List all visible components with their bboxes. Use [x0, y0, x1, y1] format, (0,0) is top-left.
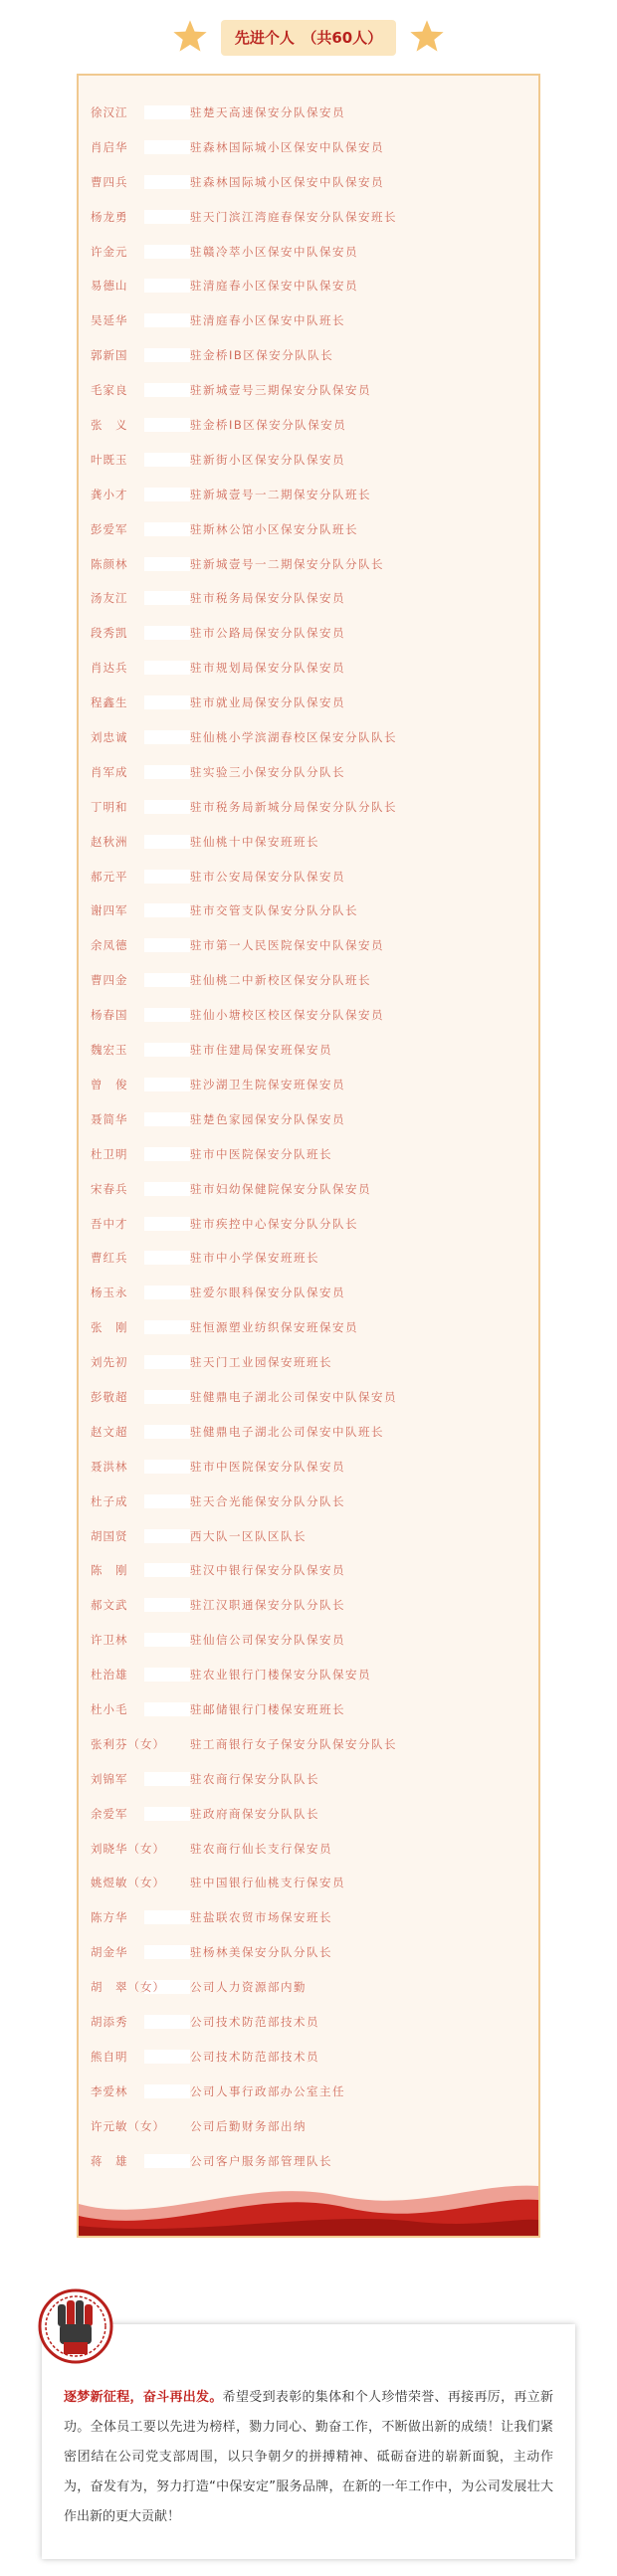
honoree-row — [79, 1137, 538, 1172]
honoree-unit: 驻健鼎电子湖北公司保安中队保安员 — [190, 1389, 397, 1404]
name-gap-highlight — [144, 1494, 190, 1508]
honoree-unit: 驻市就业局保安分队保安员 — [190, 695, 345, 710]
honoree-name: 肖军成 — [91, 764, 128, 779]
honoree-row — [79, 1900, 538, 1935]
honoree-row — [79, 1485, 538, 1519]
honoree-name: 陈颜林 — [91, 556, 128, 571]
honoree-unit: 驻市第一人民医院保安中队保安员 — [190, 938, 384, 953]
name-gap-highlight — [144, 835, 190, 849]
name-gap-highlight — [144, 1078, 190, 1091]
honoree-unit: 驻金桥IB区保安分队队长 — [190, 348, 334, 363]
name-gap-highlight — [144, 661, 190, 675]
name-gap-highlight — [144, 765, 190, 779]
honoree-row — [79, 1207, 538, 1242]
honoree-row — [79, 1797, 538, 1832]
honoree-name: 肖达兵 — [91, 661, 128, 676]
honoree-unit: 驻森林国际城小区保安中队保安员 — [190, 139, 384, 154]
honoree-name: 丁明和 — [91, 799, 128, 814]
section-title: 先进个人 （共60人） — [221, 20, 396, 56]
honoree-unit: 驻市住建局保安班保安员 — [190, 1043, 332, 1058]
honoree-name: 刘晓华（女） — [91, 1841, 165, 1856]
honoree-name: 胡金华 — [91, 1945, 128, 1960]
honoree-name: 程鑫生 — [91, 695, 128, 710]
honoree-unit: 驻恒源塑业纺织保安班保安员 — [190, 1320, 358, 1335]
honoree-row — [79, 478, 538, 512]
name-gap-highlight — [144, 1633, 190, 1647]
name-gap-highlight — [144, 1460, 190, 1474]
honoree-row — [79, 1553, 538, 1588]
name-gap-highlight — [144, 1945, 190, 1959]
name-gap-highlight — [144, 279, 190, 293]
honoree-name: 刘先初 — [91, 1355, 128, 1370]
name-gap-highlight — [144, 1529, 190, 1543]
honoree-row — [79, 1345, 538, 1380]
name-gap-highlight — [144, 1390, 190, 1404]
honoree-name: 叶既玉 — [91, 452, 128, 467]
honoree-name: 毛家良 — [91, 383, 128, 398]
honoree-unit: 驻金桥IB区保安分队保安员 — [190, 418, 347, 433]
honoree-unit: 驻斯林公馆小区保安分队班长 — [190, 521, 358, 536]
honoree-name: 杜子成 — [91, 1493, 128, 1508]
honoree-row — [79, 581, 538, 616]
honoree-unit: 公司技术防范部技术员 — [190, 2049, 319, 2064]
honoree-name: 曹四兵 — [91, 174, 128, 189]
honoree-unit: 驻新城壹号三期保安分队保安员 — [190, 383, 371, 398]
name-gap-highlight — [144, 453, 190, 467]
name-gap-highlight — [144, 1355, 190, 1369]
honoree-unit: 公司人事行政部办公室主任 — [190, 2083, 345, 2098]
honoree-unit: 驻实验三小保安分队分队长 — [190, 764, 345, 779]
name-gap-highlight — [144, 903, 190, 917]
honoree-name: 曾 俊 — [91, 1077, 128, 1091]
honoree-row — [79, 1310, 538, 1345]
honoree-row — [79, 338, 538, 373]
honoree-row — [79, 408, 538, 443]
honoree-row — [79, 616, 538, 651]
honoree-row — [79, 893, 538, 928]
honoree-row — [79, 1692, 538, 1727]
name-gap-highlight — [144, 591, 190, 605]
honoree-unit: 驻市妇幼保健院保安分队保安员 — [190, 1181, 371, 1196]
honoree-unit: 驻新城壹号一二期保安分队班长 — [190, 487, 371, 501]
honoree-row — [79, 1935, 538, 1970]
honoree-row — [79, 1380, 538, 1415]
name-gap-highlight — [144, 105, 190, 119]
honoree-row — [79, 1762, 538, 1797]
honoree-name: 徐汉江 — [91, 105, 128, 119]
honoree-name: 杨春国 — [91, 1008, 128, 1023]
honoree-unit: 驻农商行仙长支行保安员 — [190, 1841, 332, 1856]
honoree-name: 段秀凯 — [91, 626, 128, 641]
honoree-name: 刘忠诚 — [91, 730, 128, 745]
honoree-unit: 驻清庭春小区保安中队保安员 — [190, 279, 358, 294]
name-gap-highlight — [144, 1217, 190, 1231]
name-gap-highlight — [144, 870, 190, 884]
honoree-name: 赵文超 — [91, 1424, 128, 1439]
name-gap-highlight — [144, 730, 190, 744]
honoree-row — [79, 1068, 538, 1102]
honoree-name: 郝元平 — [91, 869, 128, 884]
name-gap-highlight — [144, 488, 190, 501]
honoree-list — [79, 96, 538, 2178]
honoree-name: 许金元 — [91, 244, 128, 259]
honoree-name: 刘锦军 — [91, 1771, 128, 1786]
honoree-name: 肖启华 — [91, 139, 128, 154]
honoree-unit: 驻市疾控中心保安分队分队长 — [190, 1216, 358, 1231]
honoree-name: 吾中才 — [91, 1216, 128, 1231]
name-gap-highlight — [144, 1807, 190, 1821]
honoree-unit: 驻沙湖卫生院保安班保安员 — [190, 1077, 345, 1091]
honoree-row — [79, 130, 538, 165]
honoree-row — [79, 1866, 538, 1900]
header — [0, 14, 617, 64]
honoree-unit: 驻盐联农贸市场保安班长 — [190, 1910, 332, 1925]
honoree-unit: 驻新街小区保安分队保安员 — [190, 452, 345, 467]
honoree-name: 魏宏玉 — [91, 1043, 128, 1058]
honoree-unit: 驻天门工业园保安班班长 — [190, 1355, 332, 1370]
honoree-row — [79, 96, 538, 130]
name-gap-highlight — [144, 2015, 190, 2029]
honoree-row — [79, 1623, 538, 1658]
honoree-row — [79, 790, 538, 825]
name-gap-highlight — [144, 973, 190, 987]
honoree-row — [79, 651, 538, 686]
honoree-unit: 驻市税务局保安分队保安员 — [190, 591, 345, 606]
honoree-row — [79, 373, 538, 408]
honoree-row — [79, 1415, 538, 1450]
name-gap-highlight — [144, 1043, 190, 1057]
honoree-name: 曹四金 — [91, 973, 128, 988]
honoree-row — [79, 963, 538, 998]
star-icon — [171, 18, 209, 56]
honoree-row — [79, 1519, 538, 1554]
honoree-name: 张利芬（女） — [91, 1736, 165, 1751]
honoree-name: 彭爱军 — [91, 521, 128, 536]
honoree-name: 陈方华 — [91, 1910, 128, 1925]
name-gap-highlight — [144, 1286, 190, 1299]
honoree-row — [79, 512, 538, 547]
honoree-name: 许卫林 — [91, 1633, 128, 1648]
honoree-name: 杜治雄 — [91, 1668, 128, 1683]
honoree-unit: 公司技术防范部技术员 — [190, 2014, 319, 2029]
honoree-unit: 驻市交管支队保安分队分队长 — [190, 903, 358, 918]
honoree-row — [79, 1276, 538, 1310]
name-gap-highlight — [144, 1772, 190, 1786]
honoree-row — [79, 165, 538, 200]
name-gap-highlight — [144, 348, 190, 362]
honoree-unit: 驻仙桃二中新校区保安分队班长 — [190, 973, 371, 988]
honoree-name: 谢四军 — [91, 903, 128, 918]
honoree-name: 杜卫明 — [91, 1146, 128, 1161]
honoree-unit: 驻市中医院保安分队班长 — [190, 1146, 332, 1161]
honoree-unit: 驻健鼎电子湖北公司保安中队班长 — [190, 1424, 384, 1439]
honoree-row — [79, 755, 538, 790]
honoree-unit: 驻楚色家园保安分队保安员 — [190, 1111, 345, 1126]
honoree-row — [79, 303, 538, 338]
honoree-unit: 驻工商银行女子保安分队保安分队长 — [190, 1736, 397, 1751]
honoree-row — [79, 860, 538, 894]
honoree-unit: 驻仙信公司保安分队保安员 — [190, 1633, 345, 1648]
honoree-unit: 驻市公路局保安分队保安员 — [190, 626, 345, 641]
honoree-unit: 驻天门滨江湾庭春保安分队保安班长 — [190, 209, 397, 224]
honoree-unit: 公司后勤财务部出纳 — [190, 2118, 307, 2133]
honoree-row — [79, 547, 538, 582]
honoree-row — [79, 1241, 538, 1276]
honoree-unit: 驻清庭春小区保安中队班长 — [190, 313, 345, 328]
name-gap-highlight — [144, 1598, 190, 1612]
name-gap-highlight — [144, 1425, 190, 1439]
honoree-row — [79, 2005, 538, 2040]
honoree-name: 聂简华 — [91, 1111, 128, 1126]
name-gap-highlight — [144, 800, 190, 814]
honoree-unit: 驻市税务局新城分局保安分队分队长 — [190, 799, 397, 814]
honoree-unit: 驻天合光能保安分队分队长 — [190, 1493, 345, 1508]
honoree-name: 胡 翠（女） — [91, 1980, 165, 1995]
honoree-name: 熊自明 — [91, 2049, 128, 2064]
honoree-unit: 驻农业银行门楼保安分队保安员 — [190, 1668, 371, 1683]
honoree-name: 张 刚 — [91, 1320, 128, 1335]
honoree-unit: 驻邮储银行门楼保安班班长 — [190, 1701, 345, 1716]
honoree-row — [79, 998, 538, 1033]
honoree-unit: 驻农商行保安分队队长 — [190, 1771, 319, 1786]
name-gap-highlight — [144, 1668, 190, 1682]
name-gap-highlight — [144, 175, 190, 189]
honoree-unit: 公司人力资源部内勤 — [190, 1980, 307, 1995]
honoree-row — [79, 2075, 538, 2109]
honoree-name: 宋春兵 — [91, 1181, 128, 1196]
honoree-unit: 驻赣冷萃小区保安中队保安员 — [190, 244, 358, 259]
honoree-name: 许元敏（女） — [91, 2118, 165, 2133]
honoree-name: 李爱林 — [91, 2083, 128, 2098]
honoree-row — [79, 1658, 538, 1692]
honoree-unit: 驻市中医院保安分队保安员 — [190, 1459, 345, 1474]
honoree-name: 蒋 雄 — [91, 2153, 128, 2168]
honoree-unit: 驻中国银行仙桃支行保安员 — [190, 1876, 345, 1890]
honoree-name: 曹红兵 — [91, 1251, 128, 1266]
name-gap-highlight — [144, 1563, 190, 1577]
closing-paragraph — [42, 2383, 575, 2532]
name-gap-highlight — [144, 313, 190, 327]
honoree-row — [79, 443, 538, 478]
name-gap-highlight — [144, 1910, 190, 1924]
name-gap-highlight — [144, 557, 190, 571]
fist-emblem-icon — [36, 2286, 115, 2366]
honoree-row — [79, 1832, 538, 1867]
honoree-row — [79, 686, 538, 720]
name-gap-highlight — [144, 1320, 190, 1334]
honoree-unit: 驻楚天高速保安分队保安员 — [190, 105, 345, 119]
honoree-unit: 驻新城壹号一二期保安分队分队长 — [190, 556, 384, 571]
honoree-row — [79, 1033, 538, 1068]
honoree-row — [79, 1970, 538, 2005]
honoree-row — [79, 200, 538, 235]
name-gap-highlight — [144, 1251, 190, 1265]
honoree-row — [79, 825, 538, 860]
honoree-name: 龚小才 — [91, 487, 128, 501]
honoree-name: 郭新国 — [91, 348, 128, 363]
honoree-unit: 驻森林国际城小区保安中队保安员 — [190, 174, 384, 189]
honoree-unit: 驻政府商保安分队队长 — [190, 1806, 319, 1821]
name-gap-highlight — [144, 1008, 190, 1022]
honoree-row — [79, 928, 538, 963]
honoree-name: 杨玉永 — [91, 1286, 128, 1300]
name-gap-highlight — [144, 1147, 190, 1161]
star-icon — [408, 18, 446, 56]
honoree-row — [79, 235, 538, 270]
honoree-row — [79, 1727, 538, 1762]
name-gap-highlight — [144, 695, 190, 709]
honoree-board — [77, 74, 540, 2238]
honoree-unit: 驻市规划局保安分队保安员 — [190, 661, 345, 676]
name-gap-highlight — [144, 1112, 190, 1126]
honoree-name: 杜小毛 — [91, 1701, 128, 1716]
honoree-unit: 驻杨林美保安分队分队长 — [190, 1945, 332, 1960]
honoree-name: 陈 刚 — [91, 1563, 128, 1578]
honoree-name: 彭敬超 — [91, 1389, 128, 1404]
honoree-unit: 西大队一区队区队长 — [190, 1528, 307, 1543]
honoree-name: 姚煜敏（女） — [91, 1876, 165, 1890]
honoree-row — [79, 2109, 538, 2144]
honoree-unit: 驻汉中银行保安分队保安员 — [190, 1563, 345, 1578]
honoree-unit: 驻市中小学保安班班长 — [190, 1251, 319, 1266]
honoree-unit: 驻爱尔眼科保安分队保安员 — [190, 1286, 345, 1300]
honoree-row — [79, 1450, 538, 1485]
honoree-name: 赵秋洲 — [91, 834, 128, 849]
honoree-name: 汤友江 — [91, 591, 128, 606]
name-gap-highlight — [144, 245, 190, 259]
honoree-unit: 驻江汉职通保安分队分队长 — [190, 1598, 345, 1613]
honoree-row — [79, 269, 538, 303]
name-gap-highlight — [144, 140, 190, 154]
honoree-unit: 驻市公安局保安分队保安员 — [190, 869, 345, 884]
name-gap-highlight — [144, 626, 190, 640]
honoree-name: 杨龙勇 — [91, 209, 128, 224]
closing-lead: 逐梦新征程，奋斗再出发。 — [64, 2390, 223, 2405]
honoree-row — [79, 1172, 538, 1207]
honoree-name: 吴延华 — [91, 313, 128, 328]
red-wave-decoration — [79, 2156, 538, 2236]
name-gap-highlight — [144, 2050, 190, 2064]
honoree-unit: 驻仙桃小学滨湖春校区保安分队队长 — [190, 730, 397, 745]
name-gap-highlight — [144, 522, 190, 536]
name-gap-highlight — [144, 418, 190, 432]
honoree-row — [79, 1588, 538, 1623]
honoree-name: 郝文武 — [91, 1598, 128, 1613]
honoree-unit: 驻仙小塘校区校区保安分队保安员 — [190, 1008, 384, 1023]
honoree-row — [79, 2040, 538, 2075]
honoree-unit: 公司客户服务部管理队长 — [190, 2153, 332, 2168]
honoree-name: 胡添秀 — [91, 2014, 128, 2029]
name-gap-highlight — [144, 938, 190, 952]
honoree-name: 张 义 — [91, 418, 128, 433]
honoree-name: 余爱军 — [91, 1806, 128, 1821]
name-gap-highlight — [144, 1702, 190, 1716]
honoree-name: 聂洪林 — [91, 1459, 128, 1474]
name-gap-highlight — [144, 383, 190, 397]
honoree-unit: 驻仙桃十中保安班班长 — [190, 834, 319, 849]
honoree-name: 易德山 — [91, 279, 128, 294]
name-gap-highlight — [144, 210, 190, 224]
name-gap-highlight — [144, 1182, 190, 1196]
honoree-row — [79, 720, 538, 755]
honoree-name: 余凤德 — [91, 938, 128, 953]
closing-body: 希望受到表彰的集体和个人珍惜荣誉、再接再厉，再立新功。全体员工要以先进为榜样，勠力同心、勤奋工作，不断做出新的成绩！让我们紧密团结在公司党支部周围，以只争朝夕的拼搏精神、砥砺奋进的崭新面貌，主动作为，奋发有为，努力打造“中保安定”服务品牌，在新的一年工作中，为公司发展壮大作出新的更大贡献！ — [64, 2390, 553, 2524]
honoree-row — [79, 1102, 538, 1137]
honoree-name: 胡国贤 — [91, 1528, 128, 1543]
name-gap-highlight — [144, 2084, 190, 2098]
